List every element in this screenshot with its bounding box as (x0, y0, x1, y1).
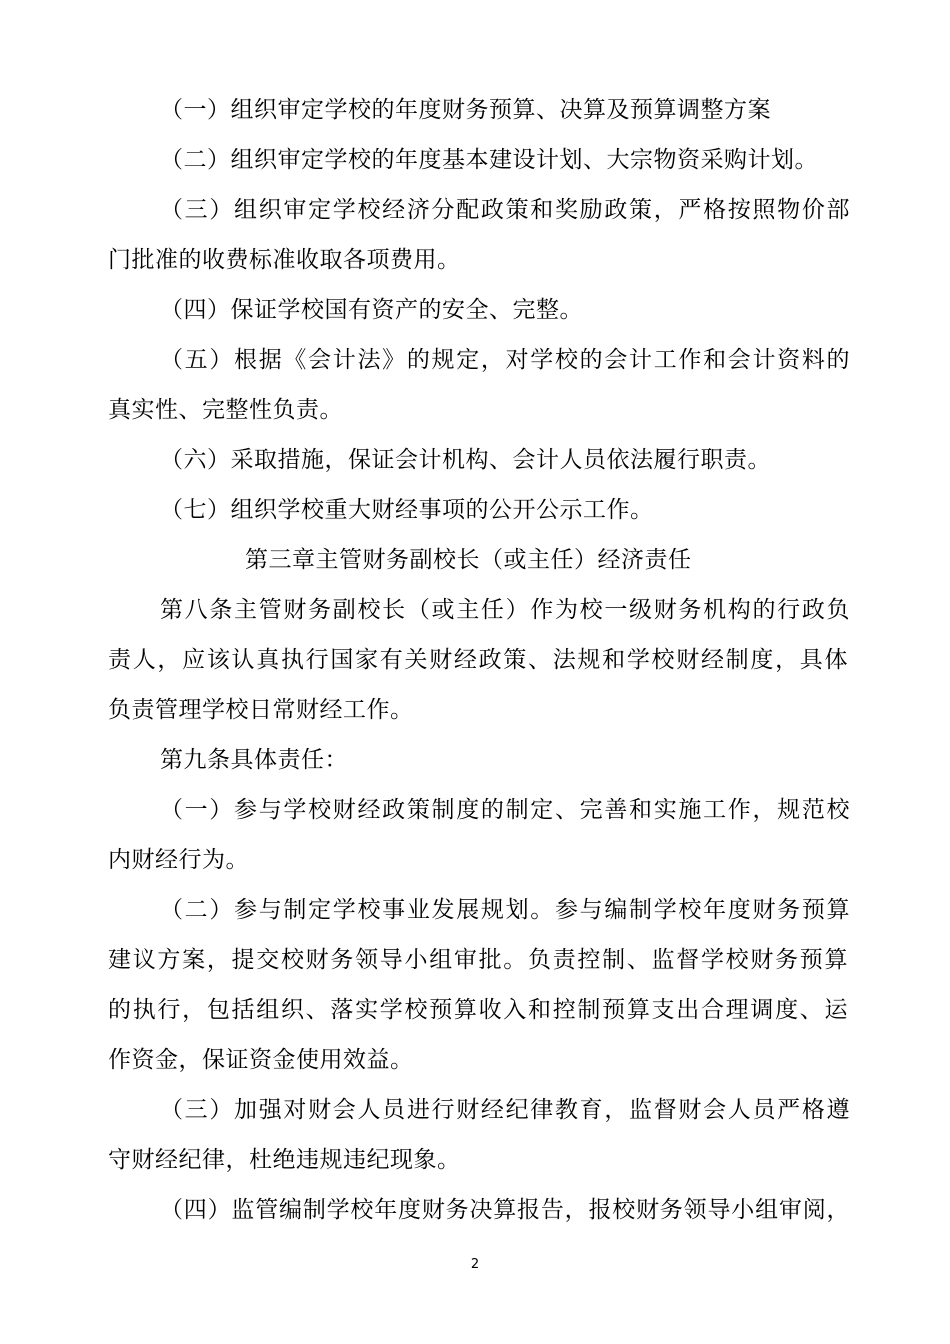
paragraph-line: 守财经纪律，杜绝违规违纪现象。 (108, 1147, 461, 1173)
paragraph-line: 负责管理学校日常财经工作。 (108, 697, 414, 723)
paragraph-line: 的执行，包括组织、落实学校预算收入和控制预算支出合理调度、运 (108, 997, 848, 1023)
paragraph-line: 门批准的收费标准收取各项费用。 (108, 247, 461, 273)
paragraph-line: （一）参与学校财经政策制度的制定、完善和实施工作，规范校 (160, 797, 850, 823)
paragraph-line: （六）采取措施，保证会计机构、会计人员依法履行职责。 (160, 447, 771, 473)
paragraph-line: 作资金，保证资金使用效益。 (108, 1047, 414, 1073)
page-number: 2 (470, 1257, 480, 1272)
paragraph-line: 内财经行为。 (108, 847, 249, 873)
paragraph-line: 第九条具体责任： (160, 747, 348, 773)
chapter-heading: 第三章主管财务副校长（或主任）经济责任 (245, 547, 692, 573)
paragraph-line: 责人，应该认真执行国家有关财经政策、法规和学校财经制度，具体 (108, 647, 848, 673)
paragraph-line: （一）组织审定学校的年度财务预算、决算及预算调整方案 (160, 97, 771, 123)
paragraph-line: （四）监管编制学校年度财务决算报告，报校财务领导小组审阅， (160, 1197, 850, 1223)
paragraph-line: 真实性、完整性负责。 (108, 397, 343, 423)
paragraph-line: 第八条主管财务副校长（或主任）作为校一级财务机构的行政负 (160, 597, 850, 623)
paragraph-line: （七）组织学校重大财经事项的公开公示工作。 (160, 497, 654, 523)
paragraph-line: 建议方案，提交校财务领导小组审批。负责控制、监督学校财务预算 (108, 947, 848, 973)
paragraph-line: （五）根据《会计法》的规定，对学校的会计工作和会计资料的 (160, 347, 850, 373)
paragraph-line: （三）组织审定学校经济分配政策和奖励政策，严格按照物价部 (160, 197, 850, 223)
paragraph-line: （二）组织审定学校的年度基本建设计划、大宗物资采购计划。 (160, 147, 818, 173)
paragraph-line: （二）参与制定学校事业发展规划。参与编制学校年度财务预算 (160, 897, 850, 923)
paragraph-line: （三）加强对财会人员进行财经纪律教育，监督财会人员严格遵 (160, 1097, 850, 1123)
paragraph-line: （四）保证学校国有资产的安全、完整。 (160, 297, 583, 323)
